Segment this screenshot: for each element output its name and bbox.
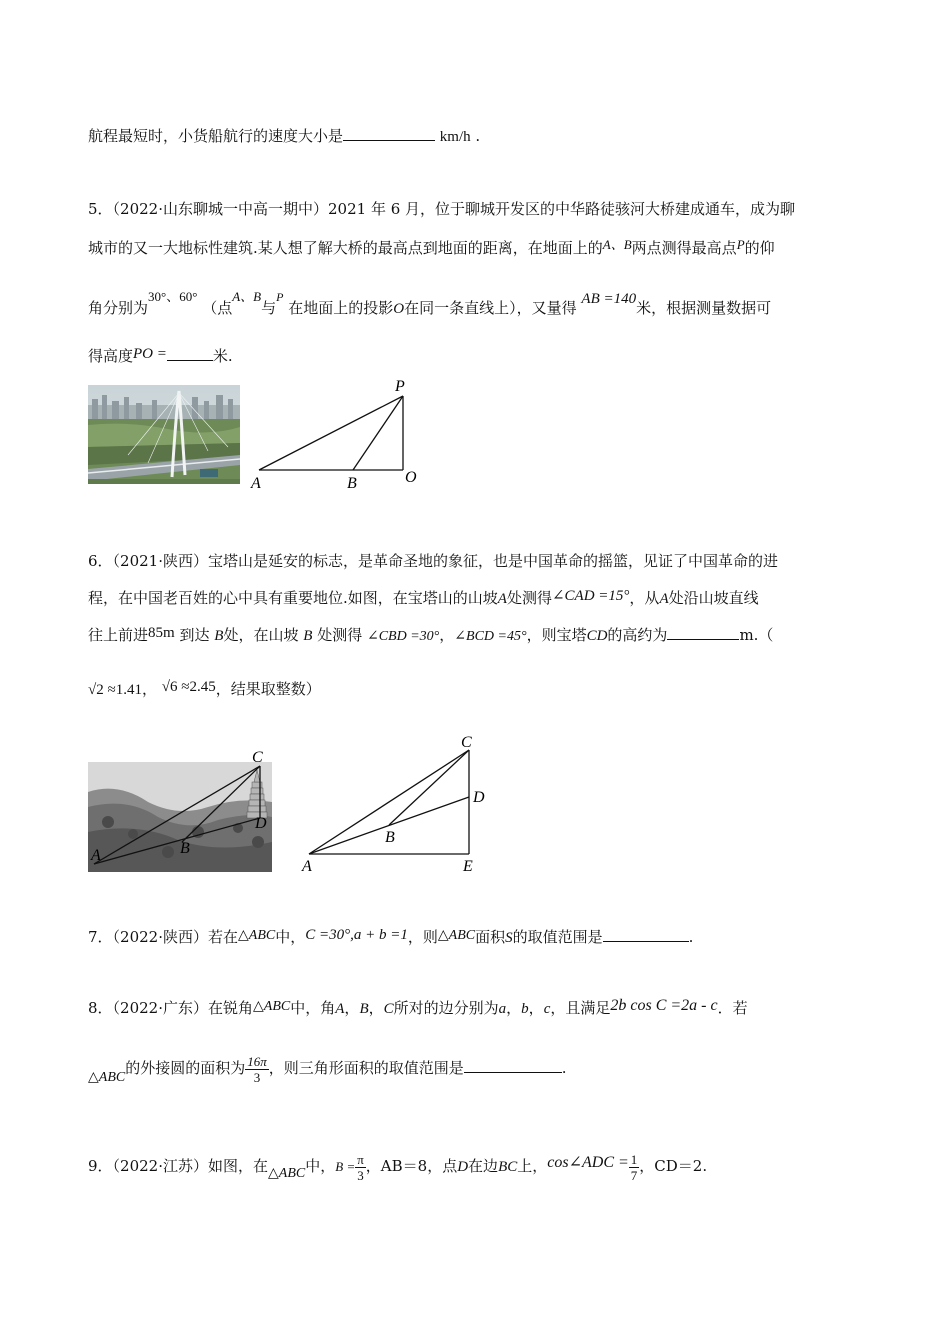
q6-label-b: B <box>385 829 395 846</box>
q6-point-b-2: B <box>303 628 313 644</box>
q7-text-1: 若在 <box>208 928 239 946</box>
q9-text-2: 中， <box>305 1157 336 1175</box>
q8-text-2a: 的外接圆的面积为 <box>125 1059 246 1077</box>
q9-b-num: π <box>357 1151 364 1167</box>
q8-side-b: b <box>521 1001 529 1017</box>
q7-source: （2022·陕西） <box>112 928 208 946</box>
q5-text-3b: （点 <box>202 299 233 317</box>
q5-line-1 <box>88 198 862 220</box>
q6-geometry-diagram <box>295 730 505 878</box>
q9-point-d: D <box>457 1159 469 1175</box>
q4-end: . <box>475 127 481 145</box>
q6-angle-cbd: ∠CBD =30° <box>366 629 440 644</box>
q8-angle-a: A <box>335 1001 345 1017</box>
q6-source: （2021·陕西） <box>112 552 208 570</box>
q5-line-2 <box>88 234 862 259</box>
q5-line-4 <box>88 345 862 368</box>
q7-triangle-2: △ABC <box>437 928 476 943</box>
q6-photo-label-d: D <box>255 815 267 832</box>
q5-triangle-diagram <box>245 372 425 492</box>
q6-photo-labels <box>88 742 278 877</box>
q8-condition: 2b cos C =2a - c <box>610 997 718 1014</box>
q7-area-s: S <box>505 930 513 946</box>
q7-number: 7． <box>88 928 113 946</box>
q4-unit: km/h <box>439 129 471 145</box>
q6-line-1 <box>88 550 862 572</box>
q5-angles: 30°、60° <box>148 289 198 304</box>
q5-label-p: P <box>395 378 405 395</box>
q6-label-c: C <box>461 734 472 751</box>
q5-points-ab-2: A、B <box>232 289 262 304</box>
q8-line-2 <box>88 1046 862 1090</box>
q5-text-2a: 城市的又一大地标性建筑.某人想了解大桥的最高点到地面的距离，在地面上的 <box>88 239 603 257</box>
q7-end: . <box>688 928 694 946</box>
q5-label-a: A <box>251 475 261 492</box>
q5-text-3a: 角分别为 <box>88 299 149 317</box>
q6-photo-label-a: A <box>91 847 101 864</box>
q8-frac-den: 3 <box>253 1069 261 1085</box>
q9-segment-bc: BC <box>498 1159 518 1175</box>
q9-source: （2022·江苏） <box>112 1157 208 1175</box>
q5-line-3 <box>88 289 862 320</box>
q5-label-o: O <box>405 469 417 486</box>
q6-line-3 <box>88 624 862 648</box>
q6-text-3a: 往上前进 <box>88 626 149 644</box>
q9-text-1: 如图，在 <box>208 1157 269 1175</box>
q8-triangle: △ABC <box>253 999 291 1014</box>
q6-label-a: A <box>302 858 312 875</box>
q6-text-1: 宝塔山是延安的标志，是革命圣地的象征，也是中国革命的摇篮，见证了中国革命的进 <box>208 552 779 570</box>
q6-segment-cd: CD <box>586 628 608 644</box>
q4-answer-blank[interactable] <box>343 126 435 141</box>
q7-text-4: 面积 <box>475 928 506 946</box>
q8-angle-c: C <box>383 1001 394 1017</box>
q5-text-3e: 在同一条直线上），又量得 <box>404 299 577 317</box>
q6-sqrt2: √2 ≈1.41 <box>88 682 142 698</box>
q5-answer-blank[interactable] <box>167 346 213 361</box>
q5-text-3f: 米，根据测量数据可 <box>636 299 772 317</box>
q7-condition: C =30°,a + b =1 <box>305 927 408 943</box>
q5-text-3d: 在地面上的投影 <box>288 299 394 317</box>
q6-point-b: B <box>214 628 224 644</box>
q6-label-d: D <box>473 789 485 806</box>
q7-answer-blank[interactable] <box>603 927 689 942</box>
q8-text-3: 所对的边分别为 <box>393 999 499 1017</box>
q9-text-5: 上， <box>517 1157 548 1175</box>
q8-text-2b: ，则三角形面积的取值范围是 <box>268 1059 464 1077</box>
q5-text-1: 2021 年 6 月，位于聊城开发区的中华路徒骇河大桥建成通车，成为聊 <box>328 200 796 218</box>
q6-text-3e: ，则宝塔 <box>526 626 587 644</box>
q9-cos-num: 1 <box>630 1151 638 1167</box>
q8-frac-num: 16π <box>247 1053 267 1069</box>
q6-line-2 <box>88 587 862 610</box>
q5-ab-equation: AB =140 <box>581 291 637 307</box>
q6-label-e: E <box>463 858 473 875</box>
q5-text-4a: 得高度 <box>88 347 134 365</box>
q5-source: （2022·山东聊城一中高一期中） <box>112 200 328 218</box>
q6-photo-label-b: B <box>180 840 190 857</box>
q7-text-2: 中， <box>275 928 306 946</box>
q6-point-a-2: A <box>659 591 669 607</box>
q5-points-ab: A、B <box>602 237 632 252</box>
q8-number: 8． <box>88 999 113 1017</box>
q9-text-3: ，AB＝8，点 <box>365 1157 458 1175</box>
q5-point-o: O <box>393 301 405 317</box>
q5-text-2e: 的仰 <box>744 239 775 257</box>
q5-po-equation: PO = <box>133 346 167 362</box>
q9-text-6: ，CD＝2. <box>639 1157 708 1175</box>
q6-distance: 85m <box>148 625 175 641</box>
q5-line-bp <box>353 396 403 470</box>
q5-number: 5． <box>88 200 113 218</box>
q6-line-bc <box>389 750 469 825</box>
q7-text-5: 的取值范围是 <box>512 928 603 946</box>
q9-b-den: 3 <box>357 1167 364 1183</box>
q7-text-3: ，则 <box>407 928 438 946</box>
q9-b-fraction <box>355 1152 366 1183</box>
q5-point-p: P <box>736 237 745 252</box>
q6-photo-label-c: C <box>252 749 263 766</box>
q9-number: 9． <box>88 1157 113 1175</box>
q5-line-ap <box>259 396 403 470</box>
q6-angle-bcd: ∠BCD =45° <box>454 629 527 644</box>
q4-tail-line <box>88 125 862 148</box>
q8-source: （2022·广东） <box>112 999 208 1017</box>
q6-sqrt6: √6 ≈2.45 <box>161 679 216 695</box>
q8-fraction <box>245 1054 269 1085</box>
q5-bridge-photo <box>88 385 240 484</box>
q6-sep: ， <box>439 626 455 644</box>
q8-side-c: c <box>543 1001 551 1017</box>
q6-point-a: A <box>497 591 507 607</box>
q9-b-eq: B = <box>335 1159 356 1174</box>
q6-number: 6． <box>88 552 113 570</box>
q8-text-5: ．若 <box>717 999 748 1017</box>
q6-text-2b: 处测得 <box>506 589 552 607</box>
q8-answer-blank[interactable] <box>464 1058 562 1073</box>
q5-text-2c: 两点测得最高点 <box>631 239 737 257</box>
q8-line-1: 8．（2022·广东）在锐角△ABC中，角A，B，C所对的边分别为a，b，c，且满足2b cos C =2a - c．若 <box>88 997 748 1017</box>
q6-angle-cad: ∠CAD =15° <box>551 588 630 604</box>
q6-text-2a: 程，在中国老百姓的心中具有重要地位.如图，在宝塔山的山坡 <box>88 589 498 607</box>
q5-point-p-2: P <box>276 290 284 304</box>
q9-line <box>88 1144 862 1188</box>
q6-text-4b: ，结果取整数） <box>215 680 321 698</box>
q8-side-a: a <box>498 1001 507 1017</box>
q6-text-3g: m.（ <box>739 626 774 644</box>
q9-triangle: △ABC <box>268 1166 306 1181</box>
q9-cos-den: 7 <box>630 1167 638 1183</box>
q6-text-3d: 处测得 <box>317 626 363 644</box>
q8-end: . <box>561 1059 567 1077</box>
q5-text-3c: 与 <box>261 299 277 317</box>
q4-tail-text: 航程最短时，小货船航行的速度大小是 <box>88 127 344 145</box>
q8-angle-b: B <box>359 1001 369 1017</box>
q6-text-2d: 处沿山坡直线 <box>668 589 759 607</box>
q9-text-4: 在边 <box>468 1157 499 1175</box>
q6-line-4: √2 ≈1.41， √6 ≈2.45，结果取整数） <box>88 679 321 698</box>
q9-cos-fraction <box>629 1152 640 1183</box>
q7-line <box>88 926 862 950</box>
q6-answer-blank[interactable] <box>667 625 739 640</box>
q6-text-2c: ，从 <box>629 589 660 607</box>
q7-triangle: △ABC <box>238 928 276 943</box>
q5-label-b: B <box>347 475 357 492</box>
q9-cos: cos∠ADC = <box>547 1154 629 1171</box>
q8-text-4: ，且满足 <box>550 999 611 1017</box>
q6-text-3b: 到达 <box>179 626 210 644</box>
q6-text-3c: 处，在山坡 <box>223 626 299 644</box>
q5-text-4b: 米. <box>212 347 233 365</box>
q8-text-1: 在锐角 <box>208 999 254 1017</box>
q6-text-3f: 的高约为 <box>607 626 668 644</box>
q8-triangle-2: △ABC <box>88 1070 126 1085</box>
q8-text-2: 中，角 <box>290 999 336 1017</box>
